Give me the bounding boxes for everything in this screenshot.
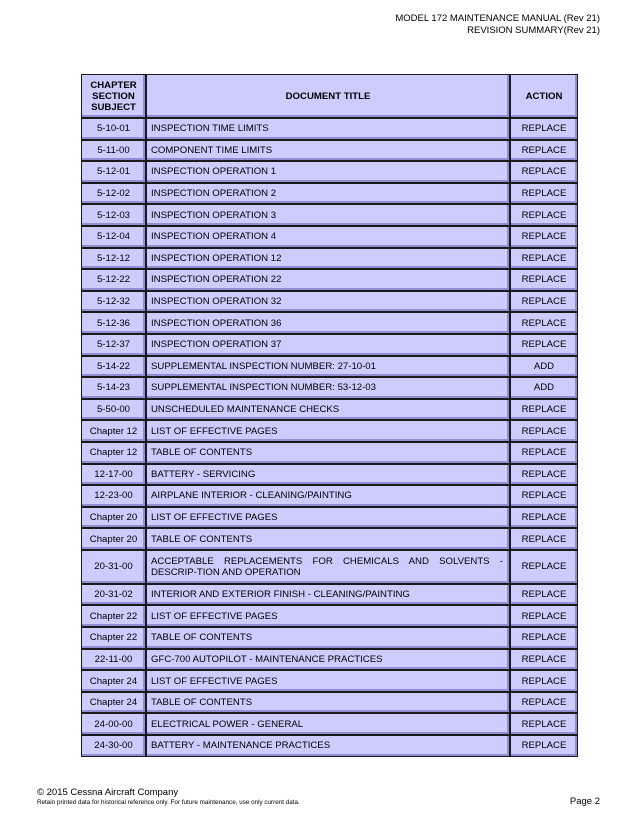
section-cell: 5-12-02	[81, 183, 146, 205]
table-row	[81, 399, 578, 421]
title-cell: GFC-700 AUTOPILOT - MAINTENANCE PRACTICES	[146, 649, 510, 671]
table-row	[81, 670, 578, 692]
table-header-row	[81, 74, 578, 118]
section-cell: Chapter 20	[81, 528, 146, 550]
title-cell: INSPECTION OPERATION 2	[146, 183, 510, 205]
title-cell: INSPECTION OPERATION 22	[146, 269, 510, 291]
title-cell: SUPPLEMENTAL INSPECTION NUMBER: 27-10-01	[146, 356, 510, 378]
section-cell: Chapter 24	[81, 670, 146, 692]
action-cell: REPLACE	[510, 140, 578, 162]
table-row	[81, 226, 578, 248]
section-cell: 22-11-00	[81, 649, 146, 671]
title-cell: ELECTRICAL POWER - GENERAL	[146, 713, 510, 735]
table-row	[81, 118, 578, 140]
page-header	[395, 13, 600, 37]
title-cell: TABLE OF CONTENTS	[146, 442, 510, 464]
title-cell: ACCEPTABLE REPLACEMENTS FOR CHEMICALS AND SOLVENTS - DESCRIP-TION AND OPERATION	[146, 550, 510, 584]
title-cell: INSPECTION TIME LIMITS	[146, 118, 510, 140]
title-cell: INSPECTION OPERATION 4	[146, 226, 510, 248]
title-cell: LIST OF EFFECTIVE PAGES	[146, 605, 510, 627]
action-cell: REPLACE	[510, 312, 578, 334]
section-cell: Chapter 12	[81, 420, 146, 442]
page-number: Page 2	[569, 796, 600, 807]
action-cell: REPLACE	[510, 584, 578, 606]
section-cell: 5-50-00	[81, 399, 146, 421]
action-cell: REPLACE	[510, 713, 578, 735]
table-row	[81, 420, 578, 442]
table-row	[81, 248, 578, 270]
section-cell: 24-00-00	[81, 713, 146, 735]
section-cell: 5-11-00	[81, 140, 146, 162]
table-row	[81, 550, 578, 584]
section-cell: 5-10-01	[81, 118, 146, 140]
action-cell: REPLACE	[510, 735, 578, 757]
action-cell: REPLACE	[510, 226, 578, 248]
action-cell: REPLACE	[510, 528, 578, 550]
section-cell: Chapter 24	[81, 692, 146, 714]
copyright: © 2015 Cessna Aircraft Company	[37, 787, 179, 798]
title-cell: TABLE OF CONTENTS	[146, 627, 510, 649]
title-cell: LIST OF EFFECTIVE PAGES	[146, 670, 510, 692]
section-cell: 24-30-00	[81, 735, 146, 757]
action-cell: REPLACE	[510, 464, 578, 486]
section-cell: Chapter 22	[81, 605, 146, 627]
section-cell: 5-12-12	[81, 248, 146, 270]
section-cell: 5-12-37	[81, 334, 146, 356]
table-body	[81, 118, 578, 757]
table-row	[81, 269, 578, 291]
title-cell: UNSCHEDULED MAINTENANCE CHECKS	[146, 399, 510, 421]
table-row	[81, 356, 578, 378]
table-row	[81, 528, 578, 550]
action-cell: REPLACE	[510, 605, 578, 627]
action-cell: REPLACE	[510, 670, 578, 692]
action-cell: REPLACE	[510, 399, 578, 421]
section-cell: 12-17-00	[81, 464, 146, 486]
retention-notice: Retain printed data for historical reference only. For future maintenance, use only current data.	[37, 799, 300, 806]
action-cell: REPLACE	[510, 649, 578, 671]
title-cell: INSPECTION OPERATION 36	[146, 312, 510, 334]
action-cell: REPLACE	[510, 204, 578, 226]
table-row	[81, 584, 578, 606]
section-cell: 5-14-22	[81, 356, 146, 378]
table-row	[81, 140, 578, 162]
section-cell: 5-12-04	[81, 226, 146, 248]
action-cell: REPLACE	[510, 269, 578, 291]
table-row	[81, 507, 578, 529]
section-cell: Chapter 12	[81, 442, 146, 464]
action-cell: REPLACE	[510, 420, 578, 442]
action-cell: REPLACE	[510, 248, 578, 270]
title-cell: INSPECTION OPERATION 37	[146, 334, 510, 356]
table-row	[81, 605, 578, 627]
title-cell: INSPECTION OPERATION 1	[146, 161, 510, 183]
table-row	[81, 291, 578, 313]
action-cell: REPLACE	[510, 118, 578, 140]
action-cell: ADD	[510, 356, 578, 378]
action-cell: REPLACE	[510, 627, 578, 649]
title-cell: COMPONENT TIME LIMITS	[146, 140, 510, 162]
revision-summary-title: REVISION SUMMARY(Rev 21)	[467, 25, 600, 36]
table-row	[81, 713, 578, 735]
action-cell: REPLACE	[510, 692, 578, 714]
table-row	[81, 312, 578, 334]
title-cell: INTERIOR AND EXTERIOR FINISH - CLEANING/PAINTING	[146, 584, 510, 606]
action-cell: REPLACE	[510, 334, 578, 356]
column-header-title: DOCUMENT TITLE	[146, 74, 510, 118]
title-cell: TABLE OF CONTENTS	[146, 528, 510, 550]
section-cell: 5-12-01	[81, 161, 146, 183]
title-cell: LIST OF EFFECTIVE PAGES	[146, 507, 510, 529]
manual-title: MODEL 172 MAINTENANCE MANUAL (Rev 21)	[395, 13, 600, 24]
action-cell: REPLACE	[510, 442, 578, 464]
section-cell: 5-12-03	[81, 204, 146, 226]
table-row	[81, 627, 578, 649]
section-cell: 5-12-22	[81, 269, 146, 291]
action-cell: REPLACE	[510, 550, 578, 584]
action-cell: REPLACE	[510, 507, 578, 529]
table-row	[81, 735, 578, 757]
revision-table	[81, 74, 582, 757]
table-row	[81, 464, 578, 486]
section-cell: 20-31-00	[81, 550, 146, 584]
table-row	[81, 161, 578, 183]
title-cell: INSPECTION OPERATION 32	[146, 291, 510, 313]
title-cell: BATTERY - MAINTENANCE PRACTICES	[146, 735, 510, 757]
table-row	[81, 649, 578, 671]
column-header-chapter: CHAPTER SECTION SUBJECT	[81, 74, 146, 118]
title-cell: INSPECTION OPERATION 3	[146, 204, 510, 226]
section-cell: Chapter 22	[81, 627, 146, 649]
table-row	[81, 442, 578, 464]
section-cell: Chapter 20	[81, 507, 146, 529]
section-cell: 5-14-23	[81, 377, 146, 399]
action-cell: REPLACE	[510, 291, 578, 313]
action-cell: REPLACE	[510, 485, 578, 507]
column-header-action: ACTION	[510, 74, 578, 118]
table-row	[81, 204, 578, 226]
table-row	[81, 485, 578, 507]
action-cell: REPLACE	[510, 161, 578, 183]
title-cell: SUPPLEMENTAL INSPECTION NUMBER: 53-12-03	[146, 377, 510, 399]
table-row	[81, 334, 578, 356]
title-cell: LIST OF EFFECTIVE PAGES	[146, 420, 510, 442]
action-cell: REPLACE	[510, 183, 578, 205]
section-cell: 12-23-00	[81, 485, 146, 507]
title-cell: INSPECTION OPERATION 12	[146, 248, 510, 270]
section-cell: 5-12-32	[81, 291, 146, 313]
table-row	[81, 183, 578, 205]
title-cell: TABLE OF CONTENTS	[146, 692, 510, 714]
table-row	[81, 692, 578, 714]
section-cell: 20-31-02	[81, 584, 146, 606]
title-cell: BATTERY - SERVICING	[146, 464, 510, 486]
title-cell: AIRPLANE INTERIOR - CLEANING/PAINTING	[146, 485, 510, 507]
table-row	[81, 377, 578, 399]
action-cell: ADD	[510, 377, 578, 399]
section-cell: 5-12-36	[81, 312, 146, 334]
